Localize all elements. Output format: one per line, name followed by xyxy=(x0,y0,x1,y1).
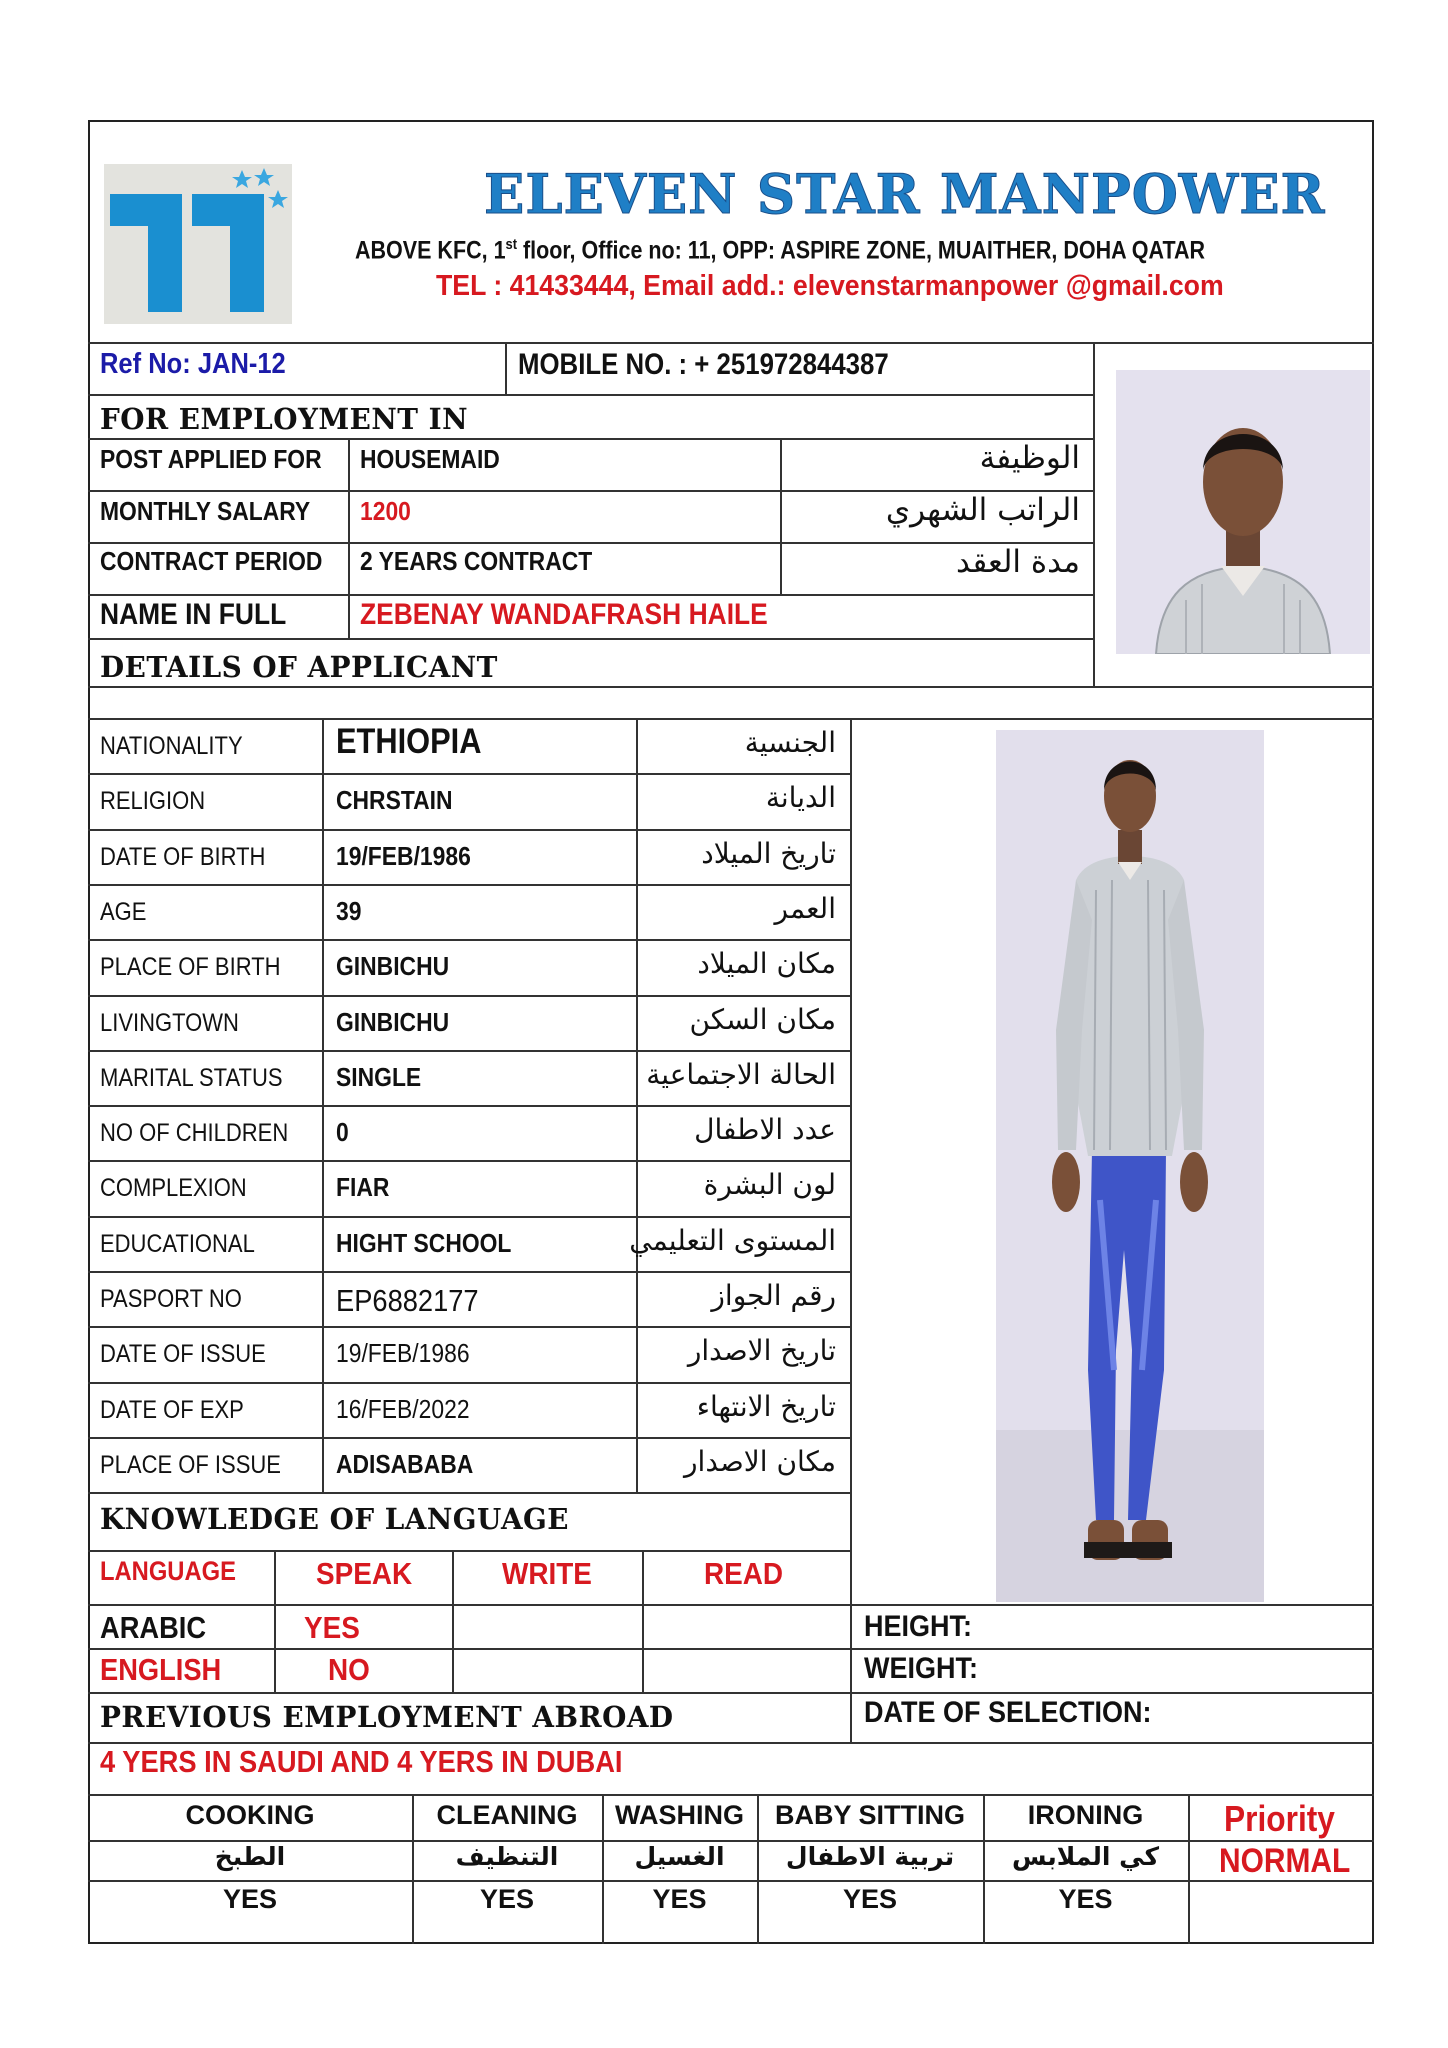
previous-employment-value: 4 YERS IN SAUDI AND 4 YERS IN DUBAI xyxy=(100,1744,623,1779)
detail-value: EP6882177 xyxy=(336,1283,479,1318)
company-name: ELEVEN STAR MANPOWER xyxy=(484,162,1326,226)
language-col-language: LANGUAGE xyxy=(100,1556,236,1586)
detail-arabic-label: الحالة الاجتماعية xyxy=(646,1058,836,1091)
detail-value: FIAR xyxy=(336,1172,390,1202)
detail-label: DATE OF BIRTH xyxy=(100,843,266,871)
language-col-speak: SPEAK xyxy=(316,1556,413,1591)
detail-arabic-label: المستوى التعليمي xyxy=(629,1224,836,1257)
contract-period-arabic: مدة العقد xyxy=(956,544,1080,580)
details-heading: DETAILS OF APPLICANT xyxy=(100,650,498,684)
skill-value: YES xyxy=(842,1884,898,1914)
detail-value: 16/FEB/2022 xyxy=(336,1394,470,1424)
language-col-write: WRITE xyxy=(502,1556,592,1591)
detail-label: MARITAL STATUS xyxy=(100,1064,283,1092)
contract-period-value: 2 YEARS CONTRACT xyxy=(360,546,593,576)
detail-arabic-label: مكان الاصدار xyxy=(684,1445,836,1478)
company-logo xyxy=(104,164,292,324)
monthly-salary-value: 1200 xyxy=(360,496,411,526)
priority-label: Priority xyxy=(1224,1798,1335,1839)
employment-heading: FOR EMPLOYMENT IN xyxy=(100,402,469,436)
applicant-full-body-photo xyxy=(996,730,1264,1602)
detail-value: 19/FEB/1986 xyxy=(336,841,471,871)
weight-label: WEIGHT: xyxy=(864,1652,978,1685)
detail-value: ETHIOPIA xyxy=(336,722,482,761)
detail-label: DATE OF ISSUE xyxy=(100,1340,266,1368)
height-label: HEIGHT: xyxy=(864,1610,972,1643)
company-address: ABOVE KFC, 1st floor, Office no: 11, OPP: ASPIRE ZONE, MUAITHER, DOHA QATAR xyxy=(355,236,1206,265)
detail-arabic-label: تاريخ الانتهاء xyxy=(696,1390,836,1423)
detail-label: DATE OF EXP xyxy=(100,1396,244,1424)
skill-name: BABY SITTING xyxy=(774,1800,965,1830)
detail-label: PLACE OF BIRTH xyxy=(100,953,281,981)
detail-arabic-label: تاريخ الميلاد xyxy=(701,837,836,870)
mobile-number: MOBILE NO. : + 251972844387 xyxy=(518,348,889,381)
detail-arabic-label: الجنسية xyxy=(744,726,836,759)
detail-label: COMPLEXION xyxy=(100,1174,247,1202)
detail-label: AGE xyxy=(100,898,147,926)
post-applied-label: POST APPLIED FOR xyxy=(100,444,322,474)
date-of-selection-label: DATE OF SELECTION: xyxy=(864,1696,1152,1729)
skill-arabic-name: التنظيف xyxy=(455,1842,559,1871)
logo-eleven-icon xyxy=(104,164,292,324)
skill-name: COOKING xyxy=(185,1800,315,1830)
detail-value: CHRSTAIN xyxy=(336,785,453,815)
skill-value: YES xyxy=(1058,1884,1113,1914)
full-name-value: ZEBENAY WANDAFRASH HAILE xyxy=(360,598,768,631)
skill-name: WASHING xyxy=(614,1800,744,1830)
post-applied-value: HOUSEMAID xyxy=(360,444,500,474)
language-arabic-speak: YES xyxy=(304,1610,360,1645)
detail-value: GINBICHU xyxy=(336,1007,450,1037)
skill-value: YES xyxy=(479,1884,535,1914)
company-contact: TEL : 41433444, Email add.: elevenstarmanpower @gmail.com xyxy=(436,270,1224,302)
detail-arabic-label: العمر xyxy=(774,892,836,925)
detail-value: 39 xyxy=(336,896,362,926)
detail-arabic-label: مكان الميلاد xyxy=(697,947,836,980)
detail-arabic-label: لون البشرة xyxy=(703,1168,836,1201)
detail-label: PLACE OF ISSUE xyxy=(100,1451,281,1479)
previous-employment-heading: PREVIOUS EMPLOYMENT ABROAD xyxy=(100,1700,674,1734)
skill-arabic-name: الطبخ xyxy=(214,1842,286,1871)
detail-label: RELIGION xyxy=(100,787,206,815)
detail-value: ADISABABA xyxy=(336,1449,474,1479)
monthly-salary-arabic: الراتب الشهري xyxy=(885,492,1080,528)
detail-value: GINBICHU xyxy=(336,951,450,981)
monthly-salary-label: MONTHLY SALARY xyxy=(100,496,311,526)
applicant-portrait-photo xyxy=(1116,370,1370,654)
detail-value: 19/FEB/1986 xyxy=(336,1338,470,1368)
skill-name: IRONING xyxy=(1027,1800,1144,1830)
detail-arabic-label: الديانة xyxy=(765,781,836,814)
skill-name: CLEANING xyxy=(436,1800,578,1830)
ref-number: Ref No: JAN-12 xyxy=(100,348,286,380)
language-arabic-name: ARABIC xyxy=(100,1610,207,1645)
detail-label: NATIONALITY xyxy=(100,732,243,760)
detail-arabic-label: رقم الجواز xyxy=(711,1279,836,1312)
detail-arabic-label: عدد الاطفال xyxy=(694,1113,836,1146)
detail-arabic-label: تاريخ الاصدار xyxy=(687,1334,836,1367)
full-name-label: NAME IN FULL xyxy=(100,598,287,631)
skill-arabic-name: تربية الاطفال xyxy=(785,1842,955,1871)
detail-value: SINGLE xyxy=(336,1062,422,1092)
skill-arabic-name: الغسيل xyxy=(634,1842,725,1871)
skill-arabic-name: كي الملابس xyxy=(1012,1842,1159,1871)
detail-value: 0 xyxy=(336,1117,349,1147)
detail-arabic-label: مكان السكن xyxy=(689,1003,836,1036)
language-heading: KNOWLEDGE OF LANGUAGE xyxy=(100,1502,570,1536)
priority-value: NORMAL xyxy=(1219,1842,1351,1880)
detail-value: HIGHT SCHOOL xyxy=(336,1228,512,1258)
post-applied-arabic: الوظيفة xyxy=(979,440,1080,476)
skill-value: YES xyxy=(222,1884,278,1914)
language-col-read: READ xyxy=(704,1556,784,1591)
detail-label: LIVINGTOWN xyxy=(100,1009,239,1037)
skill-value: YES xyxy=(652,1884,707,1914)
language-english-name: ENGLISH xyxy=(100,1652,222,1687)
detail-label: PASPORT NO xyxy=(100,1285,242,1313)
detail-label: NO OF CHILDREN xyxy=(100,1119,289,1147)
language-english-speak: NO xyxy=(328,1652,370,1687)
detail-label: EDUCATIONAL xyxy=(100,1230,255,1258)
contract-period-label: CONTRACT PERIOD xyxy=(100,546,323,576)
